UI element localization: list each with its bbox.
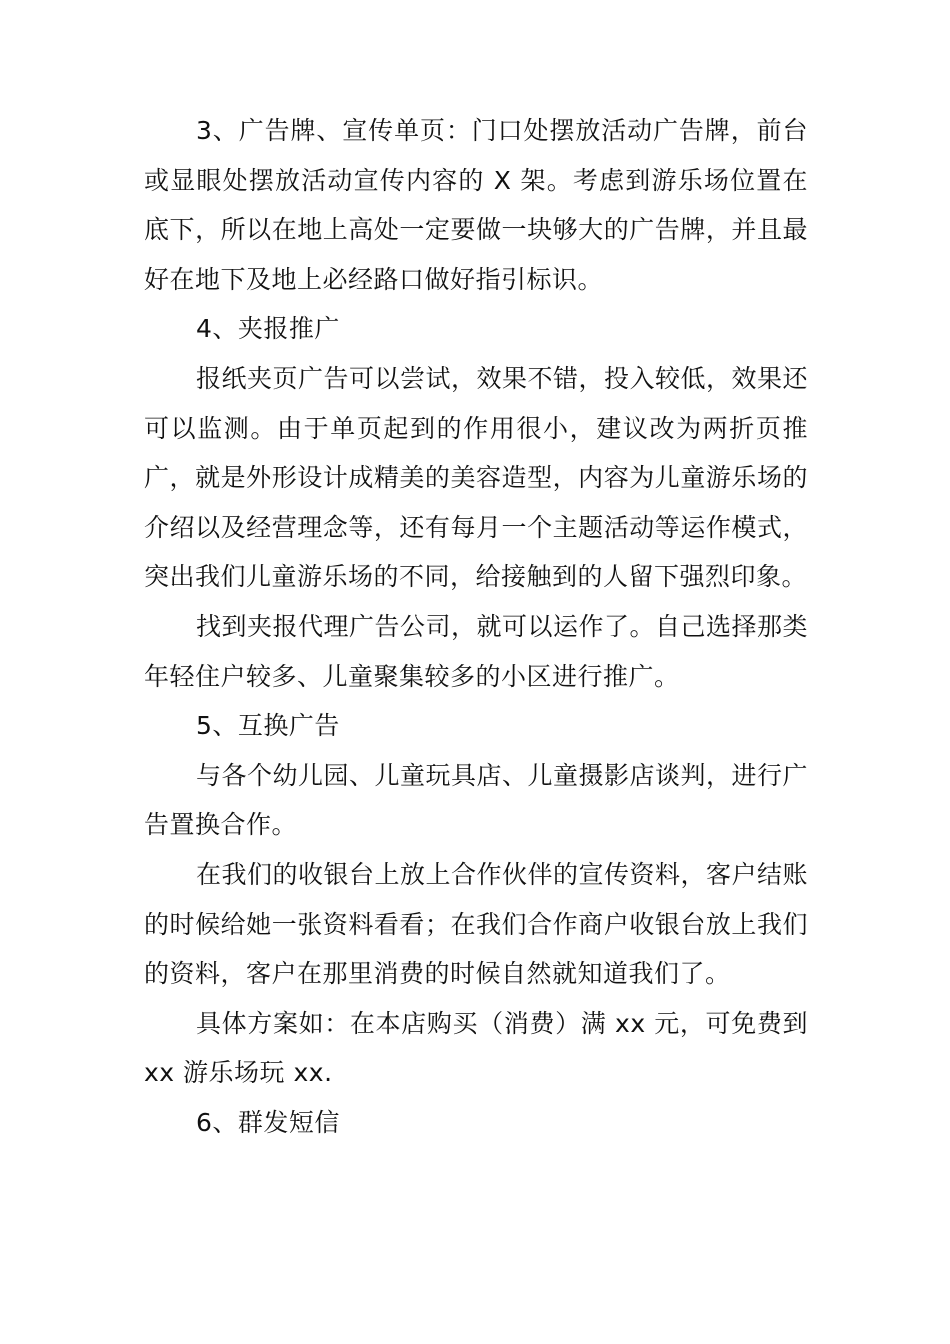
paragraph-insert-agency: 找到夹报代理广告公司，就可以运作了。自己选择那类年轻住户较多、儿童聚集较多的小区进行推广。: [144, 611, 809, 691]
paragraph-specific-plan: 具体方案如：在本店购买（消费）满 xx 元，可免费到 xx 游乐场玩 xx.: [144, 1008, 808, 1088]
paragraph-billboard-flyers: 3、广告牌、宣传单页：门口处摆放活动广告牌，前台或显眼处摆放活动宣传内容的 X 架。考虑到游乐场位置在底下，所以在地上高处一定要做一块够大的广告牌，并且最好在地下及地上必经路口做好指引标识。: [144, 116, 808, 294]
heading-newspaper-insert: 4、夹报推广: [196, 314, 340, 344]
paragraph-newspaper-insert-ads: 报纸夹页广告可以尝试，效果不错，投入较低，效果还可以监测。由于单页起到的作用很小，建议改为两折页推广，就是外形设计成精美的美容造型，内容为儿童游乐场的介绍以及经营理念等，还有每月一个主题活动等运作模式，突出我们儿童游乐场的不同，给接触到的人留下强烈印象。: [144, 363, 809, 592]
paragraph-partner-negotiation: 与各个幼儿园、儿童玩具店、儿童摄影店谈判，进行广告置换合作。: [144, 760, 809, 840]
document-body: [144, 106, 808, 1147]
paragraph-cashier-materials: 在我们的收银台上放上合作伙伴的宣传资料，客户结账的时候给她一张资料看看；在我们合作商户收银台放上我们的资料，客户在那里消费的时候自然就知道我们了。: [144, 859, 809, 989]
heading-group-sms: 6、群发短信: [196, 1107, 340, 1137]
heading-exchange-ads: 5、互换广告: [196, 711, 340, 741]
